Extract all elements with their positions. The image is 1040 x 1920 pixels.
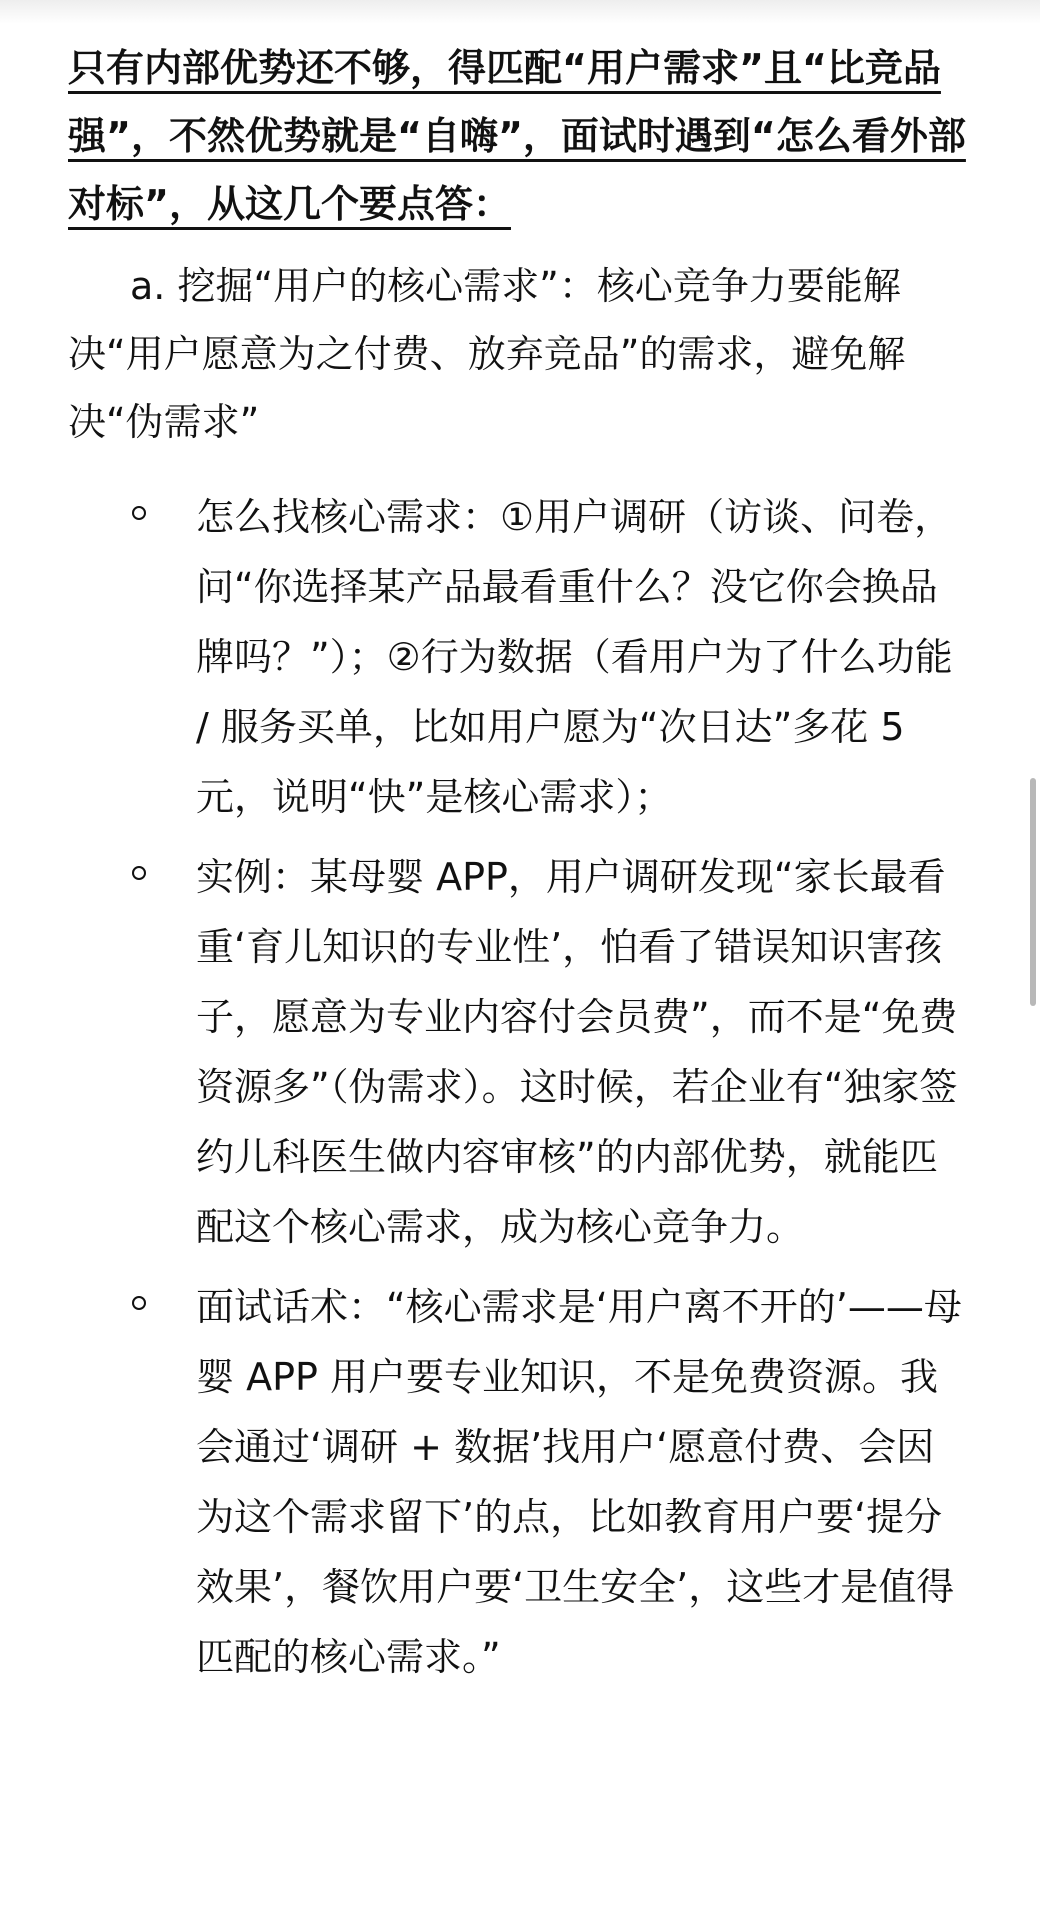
- list-item: [196, 842, 968, 1262]
- bullet-icon: [132, 506, 146, 520]
- bullet-icon: [132, 1296, 146, 1310]
- bullet-text: 怎么找核心需求：①用户调研（访谈、问卷，问“你选择某产品最看重什么？没它你会换品牌吗？”）；②行为数据（看用户为了什么功能 / 服务买单，比如用户愿为“次日达”多花 5 元，说明“快”是核心需求）；: [196, 495, 953, 819]
- point-a-paragraph: a. 挖掘“用户的核心需求”：核心竞争力要能解决“用户愿意为之付费、放弃竞品”的需求，避免解决“伪需求”: [68, 264, 906, 444]
- scrollbar-thumb[interactable]: [1030, 778, 1036, 1006]
- article-body: [68, 34, 968, 1702]
- bullet-text: 面试话术：“核心需求是‘用户离不开的’——母婴 APP 用户要专业知识，不是免费资源。我会通过‘调研 + 数据’找用户‘愿意付费、会因为这个需求留下’的点，比如教育用户要‘提分效果’，餐饮用户要‘卫生安全’，这些才是值得匹配的核心需求。”: [196, 1285, 962, 1679]
- list-item: [196, 482, 968, 832]
- vertical-scrollbar[interactable]: [1026, 0, 1040, 1920]
- section-heading: 只有内部优势还不够，得匹配“用户需求”且“比竞品强”，不然优势就是“自嗨”，面试时遇到“怎么看外部对标”，从这几个要点答：: [68, 46, 966, 226]
- bullet-text: 实例：某母婴 APP，用户调研发现“家长最看重‘育儿知识的专业性’，怕看了错误知识害孩子，愿意为专业内容付会员费”，而不是“免费资源多”（伪需求）。这时候，若企业有“独家签约儿科医生做内容审核”的内部优势，就能匹配这个核心需求，成为核心竞争力。: [196, 855, 958, 1249]
- top-shadow: [0, 0, 1040, 24]
- bullet-icon: [132, 866, 146, 880]
- list-item: [196, 1272, 968, 1692]
- bullet-list: [68, 482, 968, 1692]
